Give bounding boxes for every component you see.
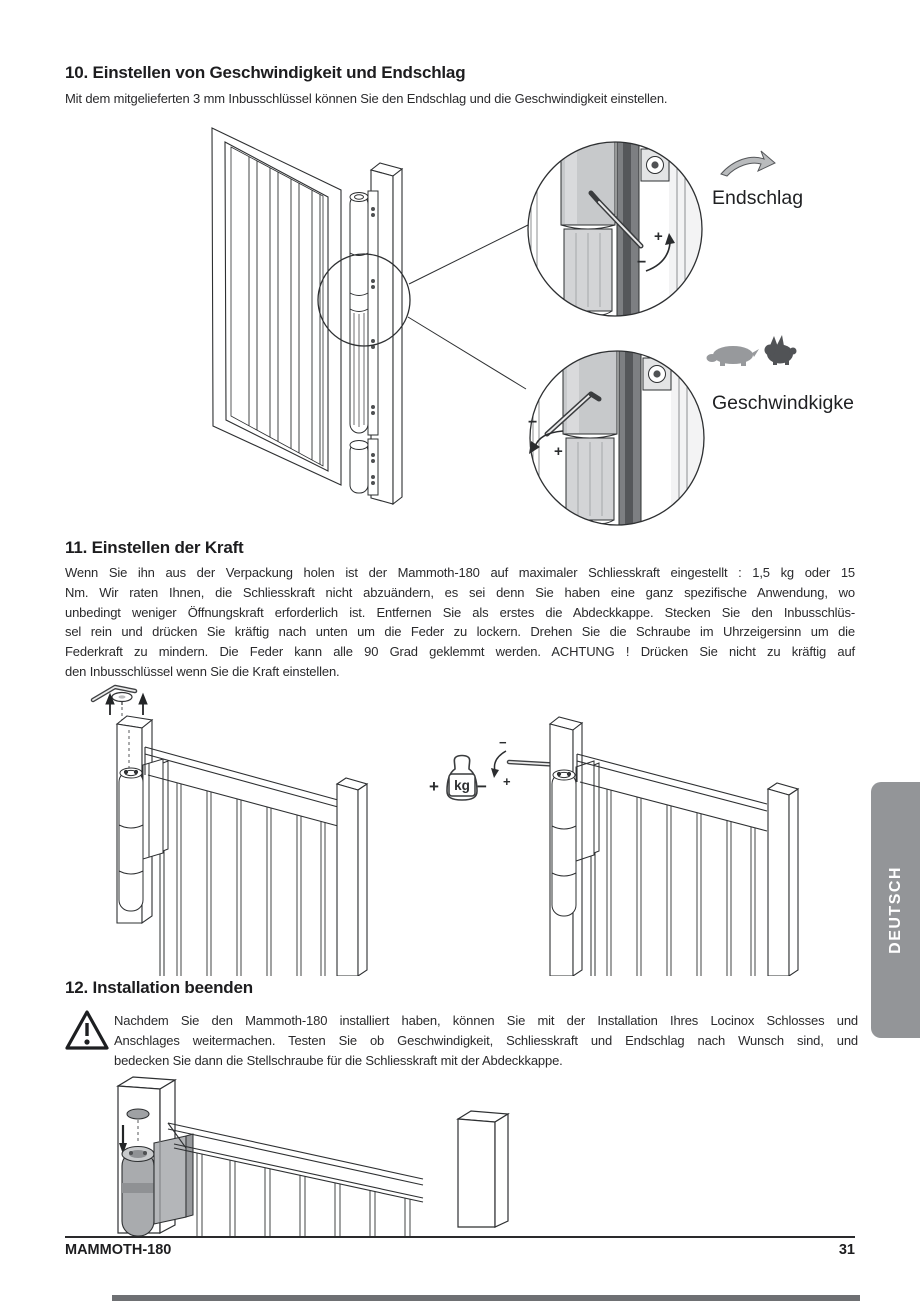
weight-plus-label: + [429,777,439,796]
rotate-arrow [494,751,506,771]
gate-top-rail [577,754,767,831]
figure-speed-endstop [65,125,855,532]
section-10-heading: 10. Einstellen von Geschwindigkeit und Endschlag [65,63,466,82]
footer-rule [65,1236,855,1238]
figure-labels [707,151,856,414]
hinge-cylinder [552,770,576,916]
latch-post [768,783,798,976]
hinge-assembly [350,191,378,495]
hinge-cylinder [122,1147,154,1237]
section-12-warning [114,1011,858,1071]
paragraph-line: Wenn Sie ihn aus der Verpackung holen ist der Mammoth-180 auf maximaler Schliesskraft eingestellt : 1,5 kg oder 15 [65,565,855,580]
endstop-minus-label: − [637,254,647,271]
gate-slats [177,783,325,976]
paragraph-line: Federkraft zu mindern. Die Feder kann alle 90 Grad geklemmt werden. ACHTUNG ! Drücken Sie nicht zu kräftig auf [65,644,855,660]
footer [65,1242,855,1258]
gate-top-rail [145,747,338,826]
speed-endstop-illustration [65,125,855,527]
warning-line: bedecken Sie dann die Stellschraube für die Schliesskraft mit der Abdeckkappe. [114,1053,563,1068]
warning-line: Anschlages weitermachen. Testen Sie ob Geschwindigkeit, Schliesskraft und Endschlag nach Wunsch sind, und [114,1033,858,1048]
language-tab-label: DEUTSCH [886,866,904,954]
section-10-intro: Mit dem mitgelieferten 3 mm Inbusschlüssel können Sie den Endschlag und die Geschwindigkeit einstellen. [65,91,668,106]
warning-line: Nachdem Sie den Mammoth-180 installiert haben, können Sie mit der Installation Ihres Locinox Schlosses und [114,1013,858,1028]
hinge-cylinder [119,768,143,911]
endstop-plus-label: + [654,228,663,245]
rabbit-icon [765,335,797,365]
gate-drawing [212,128,341,485]
paragraph-line: sel rein und drücken Sie kräftig nach unten um die Feder zu lockern. Drehen Sie die Schraube im Uhrzeigersinn um die [65,624,855,640]
turn-minus-label: − [499,735,507,750]
gate-slats [607,789,755,976]
language-tab-deutsch [871,782,920,1038]
figure-finish-installation [60,1075,530,1241]
gate-top-rail [168,1123,423,1202]
weight-minus-label: − [477,777,487,796]
gate-slats [197,1153,410,1236]
warning-triangle-icon [64,1009,110,1056]
turn-plus-label: + [503,774,511,789]
detail-endstop [528,141,705,321]
section-11-heading: 11. Einstellen der Kraft [65,538,244,557]
figure-force-adjustment [65,683,857,981]
finish-illustration [60,1075,530,1236]
weight-unit-label: kg [454,778,470,793]
section-11-paragraph [65,563,855,682]
latch-post [337,778,367,976]
latch-post [458,1111,508,1227]
paragraph-line: unbedingt weniger Öffnungskraft erforderlich ist. Entfernen Sie als erstes die Abdeckkappe. Stecken Sie den Inbusschlüs- [65,604,855,620]
speed-plus-label: + [554,443,563,460]
turn-key-drawing [491,717,798,976]
force-illustration [65,683,857,976]
paragraph-line: den Inbusschlüssel wenn Sie die Kraft einstellen. [65,663,340,679]
page-edge-band [112,1295,860,1301]
swing-arrow-icon [721,151,775,176]
speed-minus-label: − [528,414,538,431]
hinge-bracket [154,1134,193,1224]
kg-weight-icon [429,756,487,801]
paragraph-line: Nm. Wir raten Ihnen, die Schliesskraft nicht abzuändern, es sei denn Sie haben eine ganz spezifische Anwendung, wo [65,584,855,600]
hinge-bracket [143,759,168,859]
section-12-heading: 12. Installation beenden [65,978,253,997]
speed-label: Geschwindkigkeit [712,392,855,414]
remove-cap-drawing [93,687,367,976]
endstop-label: Endschlag [712,187,804,209]
detail-speed [528,350,707,527]
footer-product-name: MAMMOTH-180 [65,1242,172,1258]
hinge-bracket [576,761,599,861]
cover-cap-icon [112,693,132,706]
footer-page-number: 31 [838,1242,855,1258]
turtle-icon [707,346,760,366]
